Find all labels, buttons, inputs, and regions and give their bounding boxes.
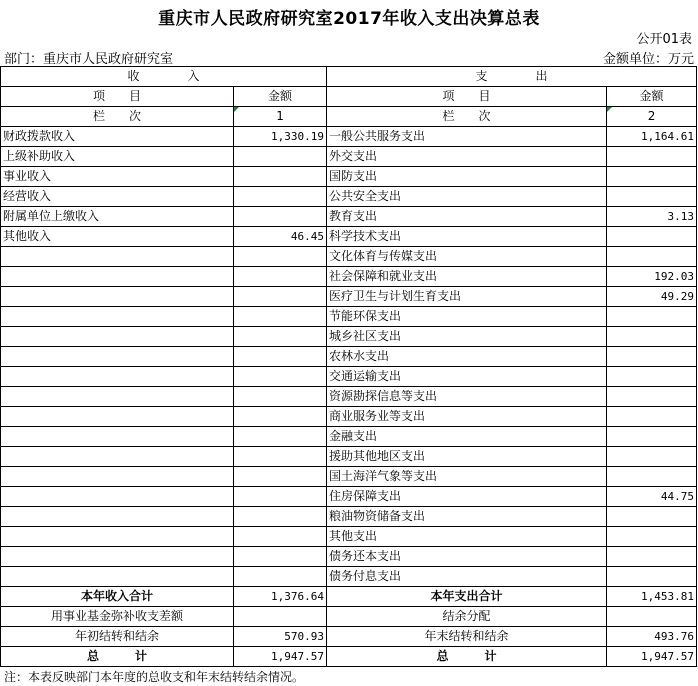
income-amount-cell [234,187,327,207]
income-amount-cell [234,147,327,167]
income-amount-cell: 46.45 [234,227,327,247]
expense-amount-cell: 192.03 [607,267,697,287]
expense-amount-cell [607,407,697,427]
income-amount-cell [234,547,327,567]
income-item-cell [1,427,234,447]
table-row [1,547,697,567]
income-expense-table [0,66,697,667]
expense-item-cell: 资源勘探信息等支出 [327,387,607,407]
table-row [1,187,697,207]
income-item-cell [1,527,234,547]
income-item-cell: 事业收入 [1,167,234,187]
expense-amount-cell [607,307,697,327]
income-item-cell: 财政拨款收入 [1,127,234,147]
table-row [1,307,697,327]
summary-expense-amount: 1,453.81 [607,587,697,607]
income-item-cell [1,367,234,387]
income-amount-header: 金额 [234,87,327,107]
expense-item-cell: 粮油物资储备支出 [327,507,607,527]
income-item-cell [1,447,234,467]
table-row [1,407,697,427]
expense-item-header: 项 目 [327,87,607,107]
header-row-sections [1,67,697,87]
expense-section-header: 支 出 [327,67,697,87]
summary-row [1,587,697,607]
income-amount-cell [234,427,327,447]
summary-expense-label: 本年支出合计 [327,587,607,607]
table-row [1,467,697,487]
income-item-cell [1,547,234,567]
summary-expense-amount [607,607,697,627]
expense-item-cell: 国防支出 [327,167,607,187]
income-item-cell [1,567,234,587]
amount-unit-label: 金额单位：万元 [602,52,694,67]
income-item-header: 项 目 [1,87,234,107]
expense-amount-cell [607,187,697,207]
table-row [1,167,697,187]
expense-item-cell: 一般公共服务支出 [327,127,607,147]
income-item-cell [1,467,234,487]
income-item-cell [1,327,234,347]
table-row [1,247,697,267]
summary-income-amount: 1,947.57 [234,647,327,667]
expense-amount-cell: 49.29 [607,287,697,307]
table-row [1,347,697,367]
table-row [1,567,697,587]
table-row [1,147,697,167]
expense-item-cell: 农林水支出 [327,347,607,367]
expense-item-cell: 医疗卫生与计划生育支出 [327,287,607,307]
header-row-columns [1,87,697,107]
table-row [1,287,697,307]
expense-item-cell: 债务还本支出 [327,547,607,567]
summary-expense-label: 年末结转和结余 [327,627,607,647]
expense-item-cell: 商业服务业等支出 [327,407,607,427]
department-label: 部门：重庆市人民政府研究室 [4,52,174,67]
income-item-cell [1,407,234,427]
expense-item-cell: 文化体育与传媒支出 [327,247,607,267]
income-item-cell [1,507,234,527]
income-amount-cell [234,467,327,487]
income-amount-cell [234,327,327,347]
expense-item-cell: 城乡社区支出 [327,327,607,347]
income-amount-cell [234,367,327,387]
table-row [1,387,697,407]
expense-amount-cell [607,507,697,527]
table-row [1,527,697,547]
expense-amount-cell: 3.13 [607,207,697,227]
expense-amount-cell: 1,164.61 [607,127,697,147]
summary-row [1,647,697,667]
expense-amount-cell [607,567,697,587]
table-row [1,327,697,347]
expense-amount-cell [607,327,697,347]
expense-amount-cell [607,247,697,267]
summary-income-amount [234,607,327,627]
income-amount-cell [234,267,327,287]
expense-amount-cell [607,347,697,367]
expense-amount-cell [607,447,697,467]
income-item-cell: 上级补助收入 [1,147,234,167]
table-row [1,507,697,527]
summary-expense-label: 总 计 [327,647,607,667]
table-row [1,427,697,447]
income-amount-cell [234,307,327,327]
expense-column-no: 2 [607,107,697,127]
summary-income-label: 总 计 [1,647,234,667]
income-amount-cell [234,207,327,227]
income-column-no-label: 栏 次 [1,107,234,127]
expense-amount-cell [607,547,697,567]
expense-amount-cell [607,527,697,547]
income-amount-cell [234,527,327,547]
income-amount-cell [234,407,327,427]
expense-amount-header: 金额 [607,87,697,107]
summary-income-label: 用事业基金弥补收支差额 [1,607,234,627]
income-column-no: 1 [234,107,327,127]
income-amount-cell [234,487,327,507]
summary-income-label: 本年收入合计 [1,587,234,607]
income-section-header: 收 入 [1,67,327,87]
expense-amount-cell [607,227,697,247]
income-item-cell [1,287,234,307]
table-row [1,447,697,467]
header-row-column-numbers [1,107,697,127]
income-amount-cell: 1,330.19 [234,127,327,147]
income-amount-cell [234,387,327,407]
income-amount-cell [234,247,327,267]
expense-item-cell: 国土海洋气象等支出 [327,467,607,487]
income-item-cell: 经营收入 [1,187,234,207]
summary-income-label: 年初结转和结余 [1,627,234,647]
expense-amount-cell [607,427,697,447]
summary-expense-label: 结余分配 [327,607,607,627]
expense-item-cell: 公共安全支出 [327,187,607,207]
expense-item-cell: 援助其他地区支出 [327,447,607,467]
income-item-cell [1,387,234,407]
income-item-cell [1,267,234,287]
expense-item-cell: 外交支出 [327,147,607,167]
summary-income-amount: 570.93 [234,627,327,647]
expense-amount-cell [607,147,697,167]
summary-row [1,607,697,627]
form-code: 公开01表 [636,32,692,47]
income-item-cell: 附属单位上缴收入 [1,207,234,227]
report-title: 重庆市人民政府研究室2017年收入支出决算总表 [158,9,540,29]
expense-amount-cell [607,367,697,387]
table-row [1,367,697,387]
income-item-cell [1,247,234,267]
summary-row [1,627,697,647]
expense-item-cell: 交通运输支出 [327,367,607,387]
income-item-cell [1,307,234,327]
income-amount-cell [234,567,327,587]
expense-item-cell: 其他支出 [327,527,607,547]
expense-item-cell: 科学技术支出 [327,227,607,247]
summary-expense-amount: 493.76 [607,627,697,647]
income-amount-cell [234,347,327,367]
expense-item-cell: 社会保障和就业支出 [327,267,607,287]
income-amount-cell [234,287,327,307]
table-row [1,227,697,247]
summary-income-amount: 1,376.64 [234,587,327,607]
income-item-cell [1,347,234,367]
table-row [1,267,697,287]
table-row [1,127,697,147]
expense-item-cell: 教育支出 [327,207,607,227]
expense-column-no-label: 栏 次 [327,107,607,127]
expense-amount-cell [607,167,697,187]
summary-expense-amount: 1,947.57 [607,647,697,667]
income-item-cell [1,487,234,507]
expense-amount-cell: 44.75 [607,487,697,507]
expense-item-cell: 住房保障支出 [327,487,607,507]
table-row [1,207,697,227]
income-amount-cell [234,507,327,527]
income-amount-cell [234,167,327,187]
expense-item-cell: 债务付息支出 [327,567,607,587]
expense-item-cell: 节能环保支出 [327,307,607,327]
footnote: 注：本表反映部门本年度的总收支和年末结转结余情况。 [4,670,305,684]
expense-amount-cell [607,467,697,487]
income-amount-cell [234,447,327,467]
income-item-cell: 其他收入 [1,227,234,247]
table-row [1,487,697,507]
expense-amount-cell [607,387,697,407]
expense-item-cell: 金融支出 [327,427,607,447]
